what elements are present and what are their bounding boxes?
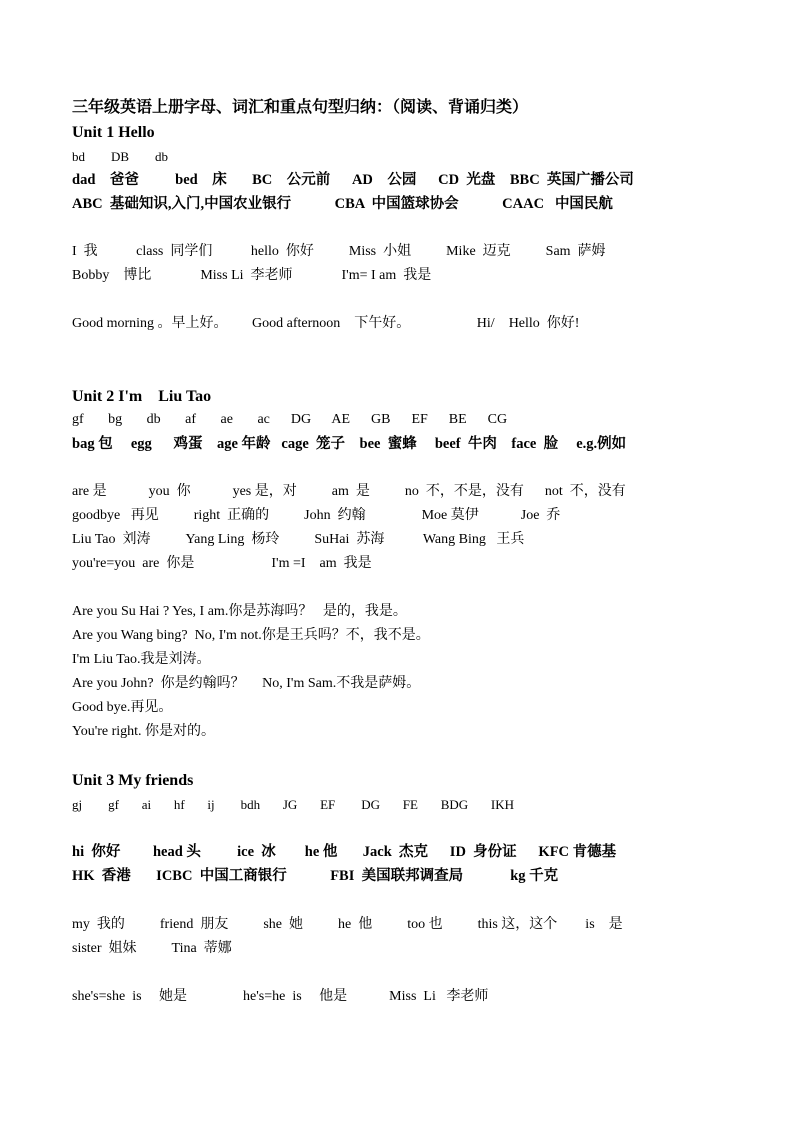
unit-3-words-2: sister 姐妹 Tina 蒂娜 bbox=[72, 941, 232, 956]
unit-1-vocab-bold-2: ABC 基础知识,入门,中国农业银行 CBA 中国篮球协会 CAAC 中国民航 bbox=[72, 196, 613, 212]
unit-2-sentence-5: Good bye.再见。 bbox=[72, 700, 173, 715]
unit-1-heading: Unit 1 Hello bbox=[72, 124, 155, 141]
unit-1-letters: bd DB db bbox=[72, 149, 169, 164]
unit-1-words-1: I 我 class 同学们 hello 你好 Miss 小姐 Mike 迈克 Sam 萨姆 bbox=[72, 244, 606, 259]
unit-2-vocab-bold: bag 包 egg 鸡蛋 age 年龄 cage 笼子 bee 蜜蜂 beef 牛肉 face 脸 e.g.例如 bbox=[72, 436, 627, 452]
unit-1-words-2: Bobby 博比 Miss Li 李老师 I'm= I am 我是 bbox=[72, 268, 432, 283]
document-title: 三年级英语上册字母、词汇和重点句型归纳：（阅读、背诵归类） bbox=[72, 99, 529, 116]
unit-3-letters: gj gf ai hf ij bdh JG EF DG FE BDG IKH bbox=[72, 797, 514, 812]
unit-2-sentence-3: I'm Liu Tao.我是刘涛。 bbox=[72, 652, 211, 667]
unit-2-words-1: are 是 you 你 yes 是，对 am 是 no 不，不是，没有 not 不，没有 bbox=[72, 484, 626, 499]
unit-2-words-2: goodbye 再见 right 正确的 John 约翰 Moe 莫伊 Joe 乔 bbox=[72, 508, 561, 523]
unit-2-words-4: you're=you are 你是 I'm =I am 我是 bbox=[72, 556, 372, 571]
unit-2-sentence-2: Are you Wang bing? No, I'm not.你是王兵吗？不，我不是。 bbox=[72, 628, 430, 643]
unit-3-vocab-bold-1: hi 你好 head 头 ice 冰 he 他 Jack 杰克 ID 身份证 KFC 肯德基 bbox=[72, 844, 617, 860]
unit-2-sentence-1: Are you Su Hai ? Yes, I am.你是苏海吗？ 是的，我是。 bbox=[72, 604, 407, 619]
unit-1-vocab-bold-1: dad 爸爸 bed 床 BC 公元前 AD 公园 CD 光盘 BBC 英国广播公司 bbox=[72, 172, 634, 188]
unit-2-words-3: Liu Tao 刘涛 Yang Ling 杨玲 SuHai 苏海 Wang Bing 王兵 bbox=[72, 532, 525, 547]
unit-2-sentence-6: You're right. 你是对的。 bbox=[72, 724, 216, 739]
unit-3-contractions: she's=she is 她是 he's=he is 他是 Miss Li 李老师 bbox=[72, 989, 489, 1004]
unit-2-heading: Unit 2 I'm Liu Tao bbox=[72, 388, 212, 405]
unit-3-heading: Unit 3 My friends bbox=[72, 772, 194, 789]
unit-2-letters: gf bg db af ae ac DG AE GB EF BE CG bbox=[72, 412, 508, 427]
unit-1-greetings: Good morning 。早上好。 Good afternoon 下午好。 Hi/ Hello 你好! bbox=[72, 316, 580, 331]
unit-2-sentence-4: Are you John? 你是约翰吗？ No, I'm Sam.不我是萨姆。 bbox=[72, 676, 421, 691]
unit-3-words-1: my 我的 friend 朋友 she 她 he 他 too 也 this 这，这个 is 是 bbox=[72, 917, 623, 932]
unit-3-vocab-bold-2: HK 香港 ICBC 中国工商银行 FBI 美国联邦调查局 kg 千克 bbox=[72, 868, 559, 884]
